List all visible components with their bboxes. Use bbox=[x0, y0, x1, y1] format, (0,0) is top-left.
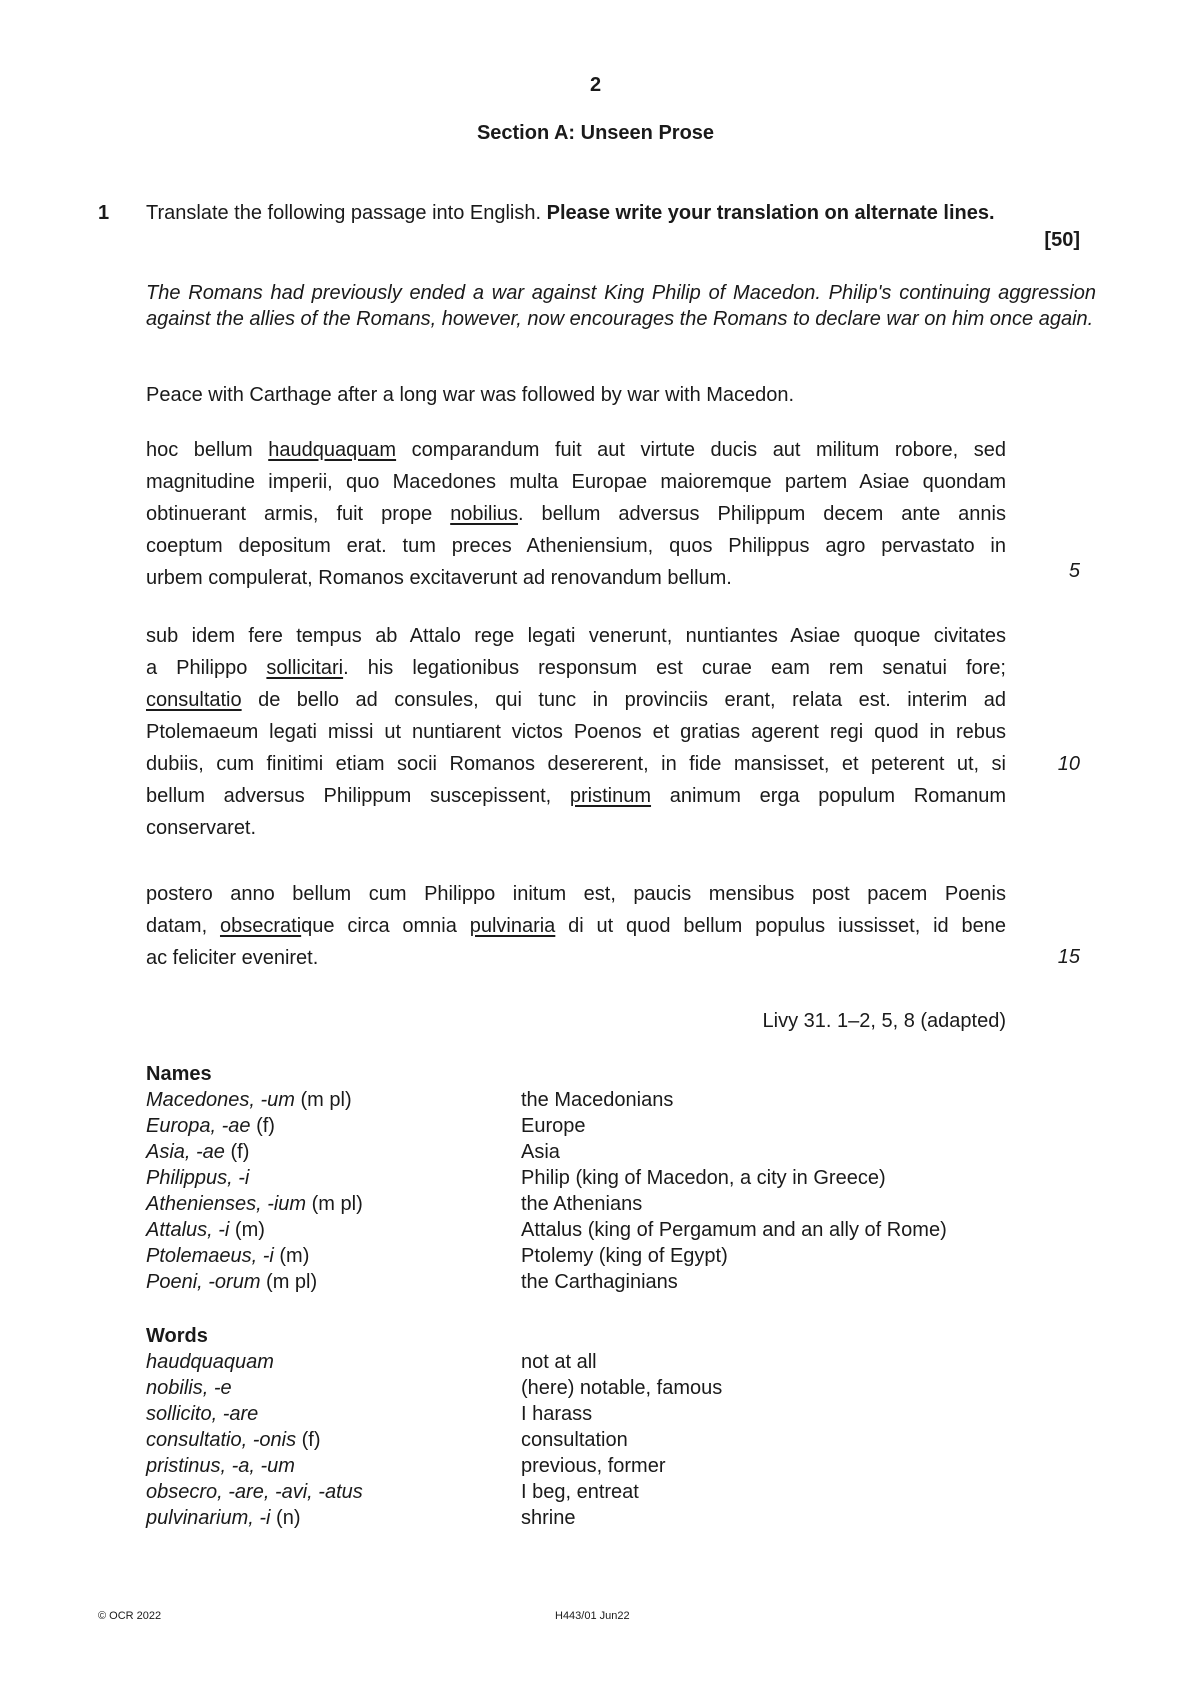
glossary-english-meaning: Asia bbox=[521, 1141, 560, 1163]
intro-text: The Romans had previously ended a war against King Philip of Macedon. Philip's continuing aggression against the allies of the Romans, however, now encourages the Romans to declare war on him once again. bbox=[146, 282, 1096, 330]
passage-line: conservaret. bbox=[146, 817, 257, 839]
glossary-row bbox=[146, 1429, 1046, 1455]
question-marks: [50] bbox=[1044, 229, 1080, 251]
glossed-word: haudquaquam bbox=[268, 439, 397, 461]
line-number: 5 bbox=[1068, 560, 1080, 582]
glossary-latin-term: Athenienses, -ium (m pl) bbox=[146, 1193, 363, 1215]
passage-line: bellum adversus Philippum suscepissent, pristinum animum erga populum Romanum bbox=[146, 785, 1006, 807]
question-number: 1 bbox=[98, 202, 110, 224]
glossary-latin-term: obsecro, -are, -avi, -atus bbox=[146, 1481, 363, 1503]
glossed-word: pulvinaria bbox=[469, 915, 556, 937]
instruction-emphasis: Please write your translation on alternate lines. bbox=[546, 202, 995, 224]
passage-line: consultatio de bello ad consules, qui tunc in provinciis erant, relata est. interim ad bbox=[146, 689, 1006, 711]
passage-line: urbem compulerat, Romanos excitaverunt ad renovandum bellum. bbox=[146, 567, 732, 589]
glossary-english-meaning: previous, former bbox=[521, 1455, 666, 1477]
glossary-latin-term: nobilis, -e bbox=[146, 1377, 232, 1399]
words-heading: Words bbox=[146, 1325, 208, 1347]
glossary-gender-tag: (f) bbox=[250, 1115, 275, 1137]
glossary-latin-term: Poeni, -orum (m pl) bbox=[146, 1271, 318, 1293]
glossary-english-meaning: the Macedonians bbox=[521, 1089, 674, 1111]
glossary-row bbox=[146, 1219, 1046, 1245]
glossary-row bbox=[146, 1455, 1046, 1481]
glossary-english-meaning: I harass bbox=[521, 1403, 593, 1425]
glossary-row bbox=[146, 1245, 1046, 1271]
glossary-row bbox=[146, 1115, 1046, 1141]
glossary-gender-tag: (m pl) bbox=[294, 1089, 352, 1111]
glossary-english-meaning: consultation bbox=[521, 1429, 628, 1451]
passage-paragraph-3 bbox=[146, 878, 1006, 974]
glossary-gender-tag: (m pl) bbox=[260, 1271, 318, 1293]
glossary-latin-term: pulvinarium, -i (n) bbox=[146, 1507, 301, 1529]
page-number: 2 bbox=[589, 74, 602, 96]
summary-text: Peace with Carthage after a long war was followed by war with Macedon. bbox=[146, 384, 795, 406]
glossary-row bbox=[146, 1403, 1046, 1429]
line-number: 15 bbox=[1057, 946, 1080, 968]
glossary-row bbox=[146, 1481, 1046, 1507]
glossary-row bbox=[146, 1271, 1046, 1297]
footer-copyright: © OCR 2022 bbox=[98, 1610, 162, 1622]
glossary-row bbox=[146, 1089, 1046, 1115]
glossary-latin-term: Philippus, -i bbox=[146, 1167, 250, 1189]
glossary-row bbox=[146, 1351, 1046, 1377]
section-title: Section A: Unseen Prose bbox=[476, 122, 715, 144]
names-heading: Names bbox=[146, 1063, 212, 1085]
glossary-latin-term: Macedones, -um (m pl) bbox=[146, 1089, 352, 1111]
glossary-latin-term: Ptolemaeus, -i (m) bbox=[146, 1245, 310, 1267]
glossary-english-meaning: (here) notable, famous bbox=[521, 1377, 723, 1399]
passage-paragraph-1 bbox=[146, 434, 1006, 594]
glossary-english-meaning: the Carthaginians bbox=[521, 1271, 678, 1293]
glossary-row bbox=[146, 1193, 1046, 1219]
glossed-word: nobilius bbox=[450, 503, 519, 525]
passage-line: coeptum depositum erat. tum preces Atheniensium, quos Philippus agro pervastato in bbox=[146, 535, 1006, 557]
line-number: 10 bbox=[1057, 753, 1080, 775]
passage-line: datam, obsecratique circa omnia pulvinaria di ut quod bellum populus iussisset, id bene bbox=[146, 915, 1006, 937]
glossed-word: consultatio bbox=[146, 689, 242, 711]
glossary-gender-tag: (m) bbox=[229, 1219, 265, 1241]
question-instruction: Translate the following passage into English. Please write your translation on alternate lines. bbox=[146, 202, 995, 224]
glossary-english-meaning: I beg, entreat bbox=[521, 1481, 639, 1503]
passage-line: postero anno bellum cum Philippo initum est, paucis mensibus post pacem Poenis bbox=[146, 883, 1006, 905]
passage-line: sub idem fere tempus ab Attalo rege legati venerunt, nuntiantes Asiae quoque civitates bbox=[146, 625, 1006, 647]
glossed-word: pristinum bbox=[569, 785, 652, 807]
passage-line: obtinuerant armis, fuit prope nobilius. bellum adversus Philippum decem ante annis bbox=[146, 503, 1006, 525]
passage-line: hoc bellum haudquaquam comparandum fuit aut virtute ducis aut militum robore, sed bbox=[146, 439, 1006, 461]
glossary-latin-term: haudquaquam bbox=[146, 1351, 274, 1373]
passage-line: magnitudine imperii, quo Macedones multa Europae maioremque partem Asiae quondam bbox=[146, 471, 1006, 493]
glossary-gender-tag: (m pl) bbox=[306, 1193, 363, 1215]
glossary-gender-tag: (f) bbox=[224, 1141, 250, 1163]
glossary-gender-tag: (m) bbox=[273, 1245, 310, 1267]
passage-line: ac feliciter eveniret. bbox=[146, 947, 319, 969]
glossary-row bbox=[146, 1141, 1046, 1167]
glossary-row bbox=[146, 1507, 1046, 1533]
source-citation: Livy 31. 1–2, 5, 8 (adapted) bbox=[762, 1010, 1006, 1032]
glossary-english-meaning: not at all bbox=[521, 1351, 597, 1373]
glossary-english-meaning: Europe bbox=[521, 1115, 586, 1137]
glossary-english-meaning: Philip (king of Macedon, a city in Greece) bbox=[521, 1167, 886, 1189]
glossed-word: obsecrati bbox=[219, 915, 302, 937]
glossary-latin-term: Attalus, -i (m) bbox=[146, 1219, 265, 1241]
passage-line: a Philippo sollicitari. his legationibus responsum est curae eam rem senatui fore; bbox=[146, 657, 1006, 679]
footer-code: H443/01 Jun22 bbox=[555, 1610, 630, 1622]
glossary-latin-term: pristinus, -a, -um bbox=[146, 1455, 295, 1477]
glossary-latin-term: consultatio, -onis (f) bbox=[146, 1429, 321, 1451]
passage-paragraph-2 bbox=[146, 620, 1006, 844]
glossary-latin-term: Asia, -ae (f) bbox=[146, 1141, 250, 1163]
glossary-english-meaning: shrine bbox=[521, 1507, 576, 1529]
glossary-english-meaning: Attalus (king of Pergamum and an ally of Rome) bbox=[521, 1219, 947, 1241]
glossary-row bbox=[146, 1377, 1046, 1403]
glossary-latin-term: Europa, -ae (f) bbox=[146, 1115, 275, 1137]
glossary-row bbox=[146, 1167, 1046, 1193]
glossary-english-meaning: the Athenians bbox=[521, 1193, 643, 1215]
glossary-gender-tag: (n) bbox=[270, 1507, 301, 1529]
passage-line: dubiis, cum finitimi etiam socii Romanos desererent, in fide mansisset, et peterent ut, si bbox=[146, 753, 1006, 775]
glossed-word: sollicitari bbox=[266, 657, 344, 679]
glossary-gender-tag: (f) bbox=[296, 1429, 321, 1451]
glossary-english-meaning: Ptolemy (king of Egypt) bbox=[521, 1245, 728, 1267]
passage-line: Ptolemaeum legati missi ut nuntiarent victos Poenos et gratias agerent regi quod in rebus bbox=[146, 721, 1006, 743]
glossary-latin-term: sollicito, -are bbox=[146, 1403, 259, 1425]
